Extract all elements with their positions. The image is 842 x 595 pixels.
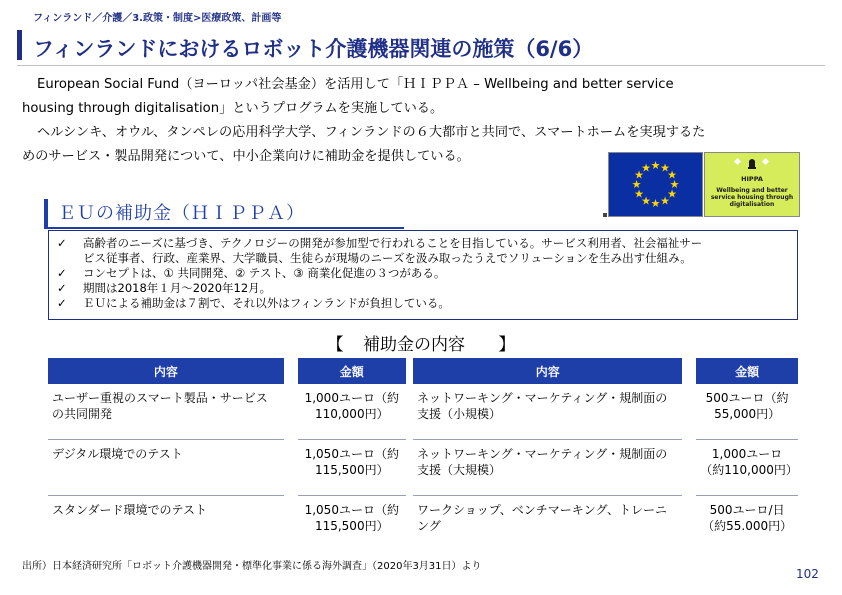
header-amount: 金額 bbox=[298, 358, 406, 384]
svg-text:★: ★ bbox=[641, 194, 651, 208]
source-citation: 出所）日本経済研究所「ロボット介護機器開発・標準化事業に係る海外調査」（2020年3月31日）より bbox=[22, 561, 482, 572]
section-underline bbox=[44, 227, 404, 229]
svg-text:★: ★ bbox=[634, 187, 644, 201]
header-amount: 金額 bbox=[696, 358, 798, 384]
subsidy-title-text: 補助金の内容 bbox=[363, 335, 465, 355]
svg-text:★: ★ bbox=[634, 168, 644, 182]
table-row: ネットワーキング・マーケティング・規制面の支援（小規模） 500ユーロ（約55,000円） bbox=[413, 384, 798, 440]
svg-text:★: ★ bbox=[631, 178, 642, 191]
section-title: ＥＵの補助金（ＨＩＰＰＡ） bbox=[58, 203, 305, 224]
svg-text:★: ★ bbox=[669, 178, 680, 191]
table-row: ネットワーキング・マーケティング・規制面の支援（大規模） 1,000ユーロ（約110,000円） bbox=[413, 440, 798, 496]
title-accent-bar bbox=[17, 30, 22, 60]
svg-text:★: ★ bbox=[650, 197, 661, 210]
hippa-emblem-icon bbox=[705, 153, 799, 173]
page-title: フィンランドにおけるロボット介護機器関連の施策（6/6） bbox=[33, 37, 594, 61]
decorative-dot bbox=[603, 213, 607, 217]
subsidy-table-right bbox=[413, 358, 798, 552]
notes-box: ✓ 高齢者のニーズに基づき、テクノロジーの開発が参加型で行われることを目指している。サービス利用者、社会福祉サー ビス従事者、行政、産業界、大学職員、生徒らが現場のニーズを汲み取ったうえでソリューションを生み出す仕組み。 ✓ コンセプトは、① 共同開発、② テスト、③ 商業化促進の３つがある。 ✓ 期間は2018年１月～2020年12月。 ✓ ＥＵによる補助金は７割で、それ以外はフィンランドが負担している。 bbox=[48, 230, 798, 320]
table-row: スタンダード環境でのテスト 1,050ユーロ（約115,500円） bbox=[52, 503, 399, 533]
subsidy-table-title bbox=[0, 330, 842, 355]
header-content: 内容 bbox=[48, 358, 284, 384]
eu-flag-logo bbox=[608, 152, 703, 217]
hippa-logo bbox=[704, 152, 800, 217]
title-divider bbox=[17, 65, 825, 66]
section-accent-bar bbox=[44, 199, 48, 227]
svg-text:★: ★ bbox=[660, 194, 670, 208]
svg-text:★: ★ bbox=[641, 161, 651, 175]
intro-line-2: housing through digitalisation」というプログラムを実施している。 bbox=[22, 101, 444, 116]
page-number: 102 bbox=[796, 567, 819, 581]
table-row: デジタル環境でのテスト 1,050ユーロ（約115,500円） bbox=[48, 440, 406, 496]
intro-line-4: めのサービス・製品開発について、中小企業向けに補助金を提供している。 bbox=[22, 149, 470, 164]
bracket-open: 【 bbox=[326, 335, 344, 355]
intro-line-3: ヘルシンキ、オウル、タンペレの応用科学大学、フィンランドの６大都市と共同で、スマートホームを実現するた bbox=[37, 125, 706, 140]
eu-stars-icon bbox=[609, 153, 702, 216]
bracket-close: 】 bbox=[498, 335, 516, 355]
checkmark-icon: ✓ bbox=[57, 266, 67, 280]
intro-line-1: European Social Fund（ヨーロッパ社会基金）を活用して「ＨＩＰＰＡ – Wellbeing and better service bbox=[37, 77, 674, 92]
svg-text:★: ★ bbox=[660, 161, 670, 175]
header-content: 内容 bbox=[413, 358, 682, 384]
svg-text:★: ★ bbox=[650, 159, 661, 172]
subsidy-table-left bbox=[48, 358, 406, 552]
svg-text:★: ★ bbox=[667, 187, 677, 201]
breadcrumb: フィンランド／介護／3.政策・制度>医療政策、計画等 bbox=[33, 13, 282, 24]
table-row: ユーザー重視のスマート製品・サービスの共同開発 1,000ユーロ（約110,000円） bbox=[48, 384, 406, 440]
hippa-logo-name: HIPPA bbox=[741, 175, 763, 183]
checkmark-icon: ✓ bbox=[57, 296, 67, 310]
checkmark-icon: ✓ bbox=[57, 281, 67, 295]
svg-text:★: ★ bbox=[667, 168, 677, 182]
hippa-logo-tagline: Wellbeing and better service housing through digitalisation bbox=[710, 187, 794, 208]
table-row: ワークショップ、ベンチマーキング、トレーニング 500ユーロ/日（約55.000円） bbox=[417, 503, 793, 533]
checkmark-icon: ✓ bbox=[57, 236, 67, 250]
